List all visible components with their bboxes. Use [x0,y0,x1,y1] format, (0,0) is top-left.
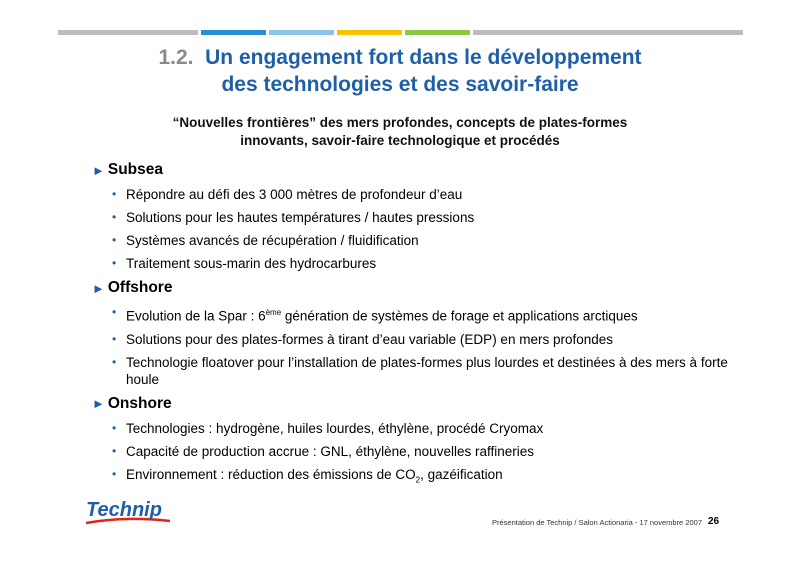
logo-wordmark: Technip [86,499,162,521]
title-line-1: Un engagement fort dans le développement [205,46,642,69]
section-heading-offshore [92,278,742,298]
list-item-text: Systèmes avancés de récupération / fluidification [126,233,419,248]
section-heading-onshore [92,394,742,414]
title-line-2: des technologies et des savoir-faire [221,73,579,96]
list-item [92,354,742,388]
list-item-text: Répondre au défi des 3 000 mètres de profondeur d’eau [126,187,463,202]
bullet-dot-icon: • [112,305,117,319]
triangle-right-icon: ► [92,396,105,411]
bullet-dot-icon: • [112,420,117,435]
section-heading-subsea [92,160,742,180]
list-item [92,186,742,203]
list-item [92,304,742,325]
slide-title [0,44,800,98]
header-bar-segment [405,30,470,35]
header-bar-segment [269,30,334,35]
section-heading-label: Subsea [107,161,164,178]
subtitle-line-2: innovants, savoir-faire technologique et procédés [240,133,560,148]
list-item-text: Environnement : réduction des émissions de CO [126,466,416,482]
bullet-dot-icon: • [112,210,117,224]
technip-logo [84,496,172,528]
bullet-dot-icon: • [112,331,117,346]
list-item-text: Traitement sous-marin des hydrocarbures [126,256,377,271]
list-item-text: Solutions pour des plates-formes à tirant d’eau variable (EDP) en mers profondes [126,331,613,347]
list-item [92,232,742,249]
section-heading-label: Offshore [107,279,173,296]
page-number: 26 [708,516,720,527]
subscript: 2 [415,475,421,485]
slide-content [92,160,742,494]
list-item-text: Technologie floatover pour l’installation de plates-formes plus lourdes et destinées à des mers à forte houle [126,354,728,387]
subtitle-line-1: “Nouvelles frontières” des mers profondes, concepts de plates-formes [172,115,628,130]
triangle-right-icon: ► [92,280,105,296]
header-bar-segment [337,30,402,35]
bullet-dot-icon: • [112,233,117,247]
list-item [92,331,742,348]
superscript: ème [265,308,282,317]
bullet-dot-icon: • [112,466,117,481]
bullet-list [92,304,742,388]
header-bar-segment [58,30,198,35]
list-item [92,255,742,272]
header-bar-segment [473,30,743,35]
list-item-text: génération de systèmes de forage et applications arctiques [281,308,638,324]
bullet-list [92,186,742,272]
bullet-dot-icon: • [112,256,117,270]
list-item [92,443,742,460]
section-number: 1.2. [158,46,194,69]
list-item-text: , gazéification [420,466,503,482]
section-heading-label: Onshore [107,394,172,412]
bullet-dot-icon: • [112,443,117,458]
slide-subtitle [0,114,800,150]
list-item [92,420,742,437]
header-color-bar [58,30,743,35]
list-item-text: Evolution de la Spar : 6 [126,308,266,324]
footer-text: Présentation de Technip / Salon Actionaria - 17 novembre 2007 [492,518,702,527]
triangle-right-icon: ► [92,162,105,178]
bullet-dot-icon: • [112,354,117,369]
list-item-text: Capacité de production accrue : GNL, éthylène, nouvelles raffineries [126,443,534,459]
list-item-text: Solutions pour les hautes températures / hautes pressions [126,210,475,225]
list-item [92,209,742,226]
bullet-list [92,420,742,489]
bullet-dot-icon: • [112,187,117,201]
list-item-text: Technologies : hydrogène, huiles lourdes, éthylène, procédé Cryomax [126,420,544,436]
header-bar-segment [201,30,266,35]
list-item [92,466,742,489]
